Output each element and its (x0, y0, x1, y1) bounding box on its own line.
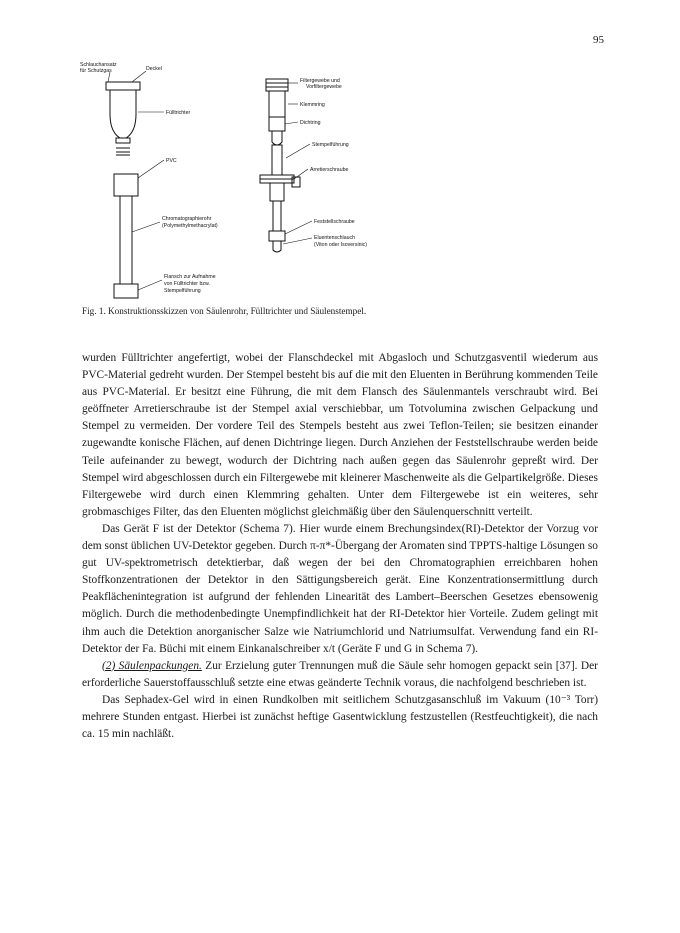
paragraph-1: wurden Fülltrichter angefertigt, wobei der Flanschdeckel mit Abgasloch und Schutzgasventil wiederum aus PVC-Material gedreht wurden. Der Stempel besteht bis auf die mit den Eluenten in Berührung kommenden Teile aus PVC-Material. Er besitzt eine Führung, die mit dem Flansch des Säulenmantels verschraubt wird. Bei geöffneter Arretierschraube ist der Stempel axial verschiebbar, um Totvolumina zwischen Gelpackung und Stempel zu vermeiden. Der vordere Teil des Stempels besteht aus zwei Teflon-Teilen; sie besitzen einander zugewandte konische Flächen, auf denen Dichtringe liegen. Durch Anziehen der Feststellschraube werden beide Teile aufeinander zu bewegt, wodurch der Dichtring nach außen gegen das Säulenrohr gepreßt wird. Der Stempel wird abgeschlossen durch ein Filtergewebe mit kleinerer Maschenweite als die Gelpartikelgröße. Dieses Filtergewebe wird durch einen Klemmring gehalten. Unter dem Filtergewebe ist ein weiteres, sehr grobmaschiges Filter, das den Eluenten möglichst gleichmäßig über den Säulenquerschnitt verteilt. (82, 352, 598, 518)
label-deckel: Deckel (146, 66, 162, 72)
construction-figure (80, 52, 600, 302)
figure-caption: Fig. 1. Konstruktionsskizzen von Säulenrohr, Fülltrichter und Säulenstempel. (82, 306, 367, 316)
construction-sketch (80, 52, 600, 302)
paragraph-3 (82, 658, 598, 692)
label-schlauchansatz-2: für Schutzgas (80, 68, 112, 74)
label-stempelfuehrung: Stempelführung (312, 142, 349, 148)
section-heading: (2) Säulenpackungen. (102, 659, 202, 672)
label-pvc: PVC (166, 158, 177, 164)
paragraph-4: Das Sephadex-Gel wird in einen Rundkolben mit seitlichem Schutzgasanschluß im Vakuum (10⁻³ Torr) mehrere Stunden entgast. Hierbei ist zunächst heftige Gasentwicklung festzustellen (Restfeuchtigkeit), die nach ca. 15 min nachläßt. (82, 693, 598, 741)
label-dichtring: Dichtring (300, 120, 321, 126)
label-chromatographierohr-2: (Polymethylmethacrylat) (162, 223, 218, 229)
label-filtergewebe-1: Filtergewebe und (300, 78, 340, 84)
paragraph-3-text: Zur Erzielung guter Trennungen muß die Säule sehr homogen gepackt sein [37]. Der erforderliche Sauerstoffausschluß setzte eine etwas geänderte Technik voraus, die nachfolgend beschrieben ist. (82, 659, 598, 689)
label-feststellschraube: Feststellschraube (314, 219, 355, 225)
body-text (82, 350, 598, 743)
label-klemmring: Klemmring (300, 102, 325, 108)
label-flansch-3: Stempelführung (164, 288, 201, 294)
label-fuelltrichter: Fülltrichter (166, 110, 191, 116)
label-eluentenschlauch-2: (Viton oder Isoversinic) (314, 242, 367, 248)
label-schlauchansatz-1: Schlauchansatz (80, 62, 117, 68)
label-eluentenschlauch-1: Eluentenschlauch (314, 235, 355, 241)
label-filtergewebe-2: Vorfiltergewebe (306, 84, 342, 90)
label-flansch-2: von Fülltrichter bzw. (164, 281, 210, 287)
label-arretierschraube: Arretierschraube (310, 167, 349, 173)
page-number: 95 (593, 34, 604, 46)
label-flansch-1: Flansch zur Aufnahme (164, 274, 216, 280)
label-chromatographierohr-1: Chromatographierohr (162, 216, 212, 222)
paragraph-2: Das Gerät F ist der Detektor (Schema 7). Hier wurde einem Brechungsindex(RI)-Detektor der Vorzug vor dem sonst üblichen UV-Detektor gegeben. Durch π-π*-Übergang der Aromaten sind TPPTS-haltige Lösungen so gut UV-spektrometrisch detektierbar, daß wegen der bei den Chromatographien erreichbaren hohen Stoffkonzentrationen der Detektor in den Sättigungsbereich gerät. Eine Konzentrationsermittlung durch Peakflächenintegration ist aufgrund der fehlenden Linearität des Lambert–Beerschen Gesetzes ebensowenig möglich. Durch die methodenbedingte Unempfindlichkeit hat der RI-Detektor hier Vorteile. Zudem gelingt mit ihm auch die Detektion anorganischer Salze wie Natriumchlorid und Natriumsulfat. Verwendung fand ein RI-Detektor der Fa. Büchi mit einem Einkanalschreiber x/t (Geräte F und G in Schema 7). (82, 522, 598, 655)
